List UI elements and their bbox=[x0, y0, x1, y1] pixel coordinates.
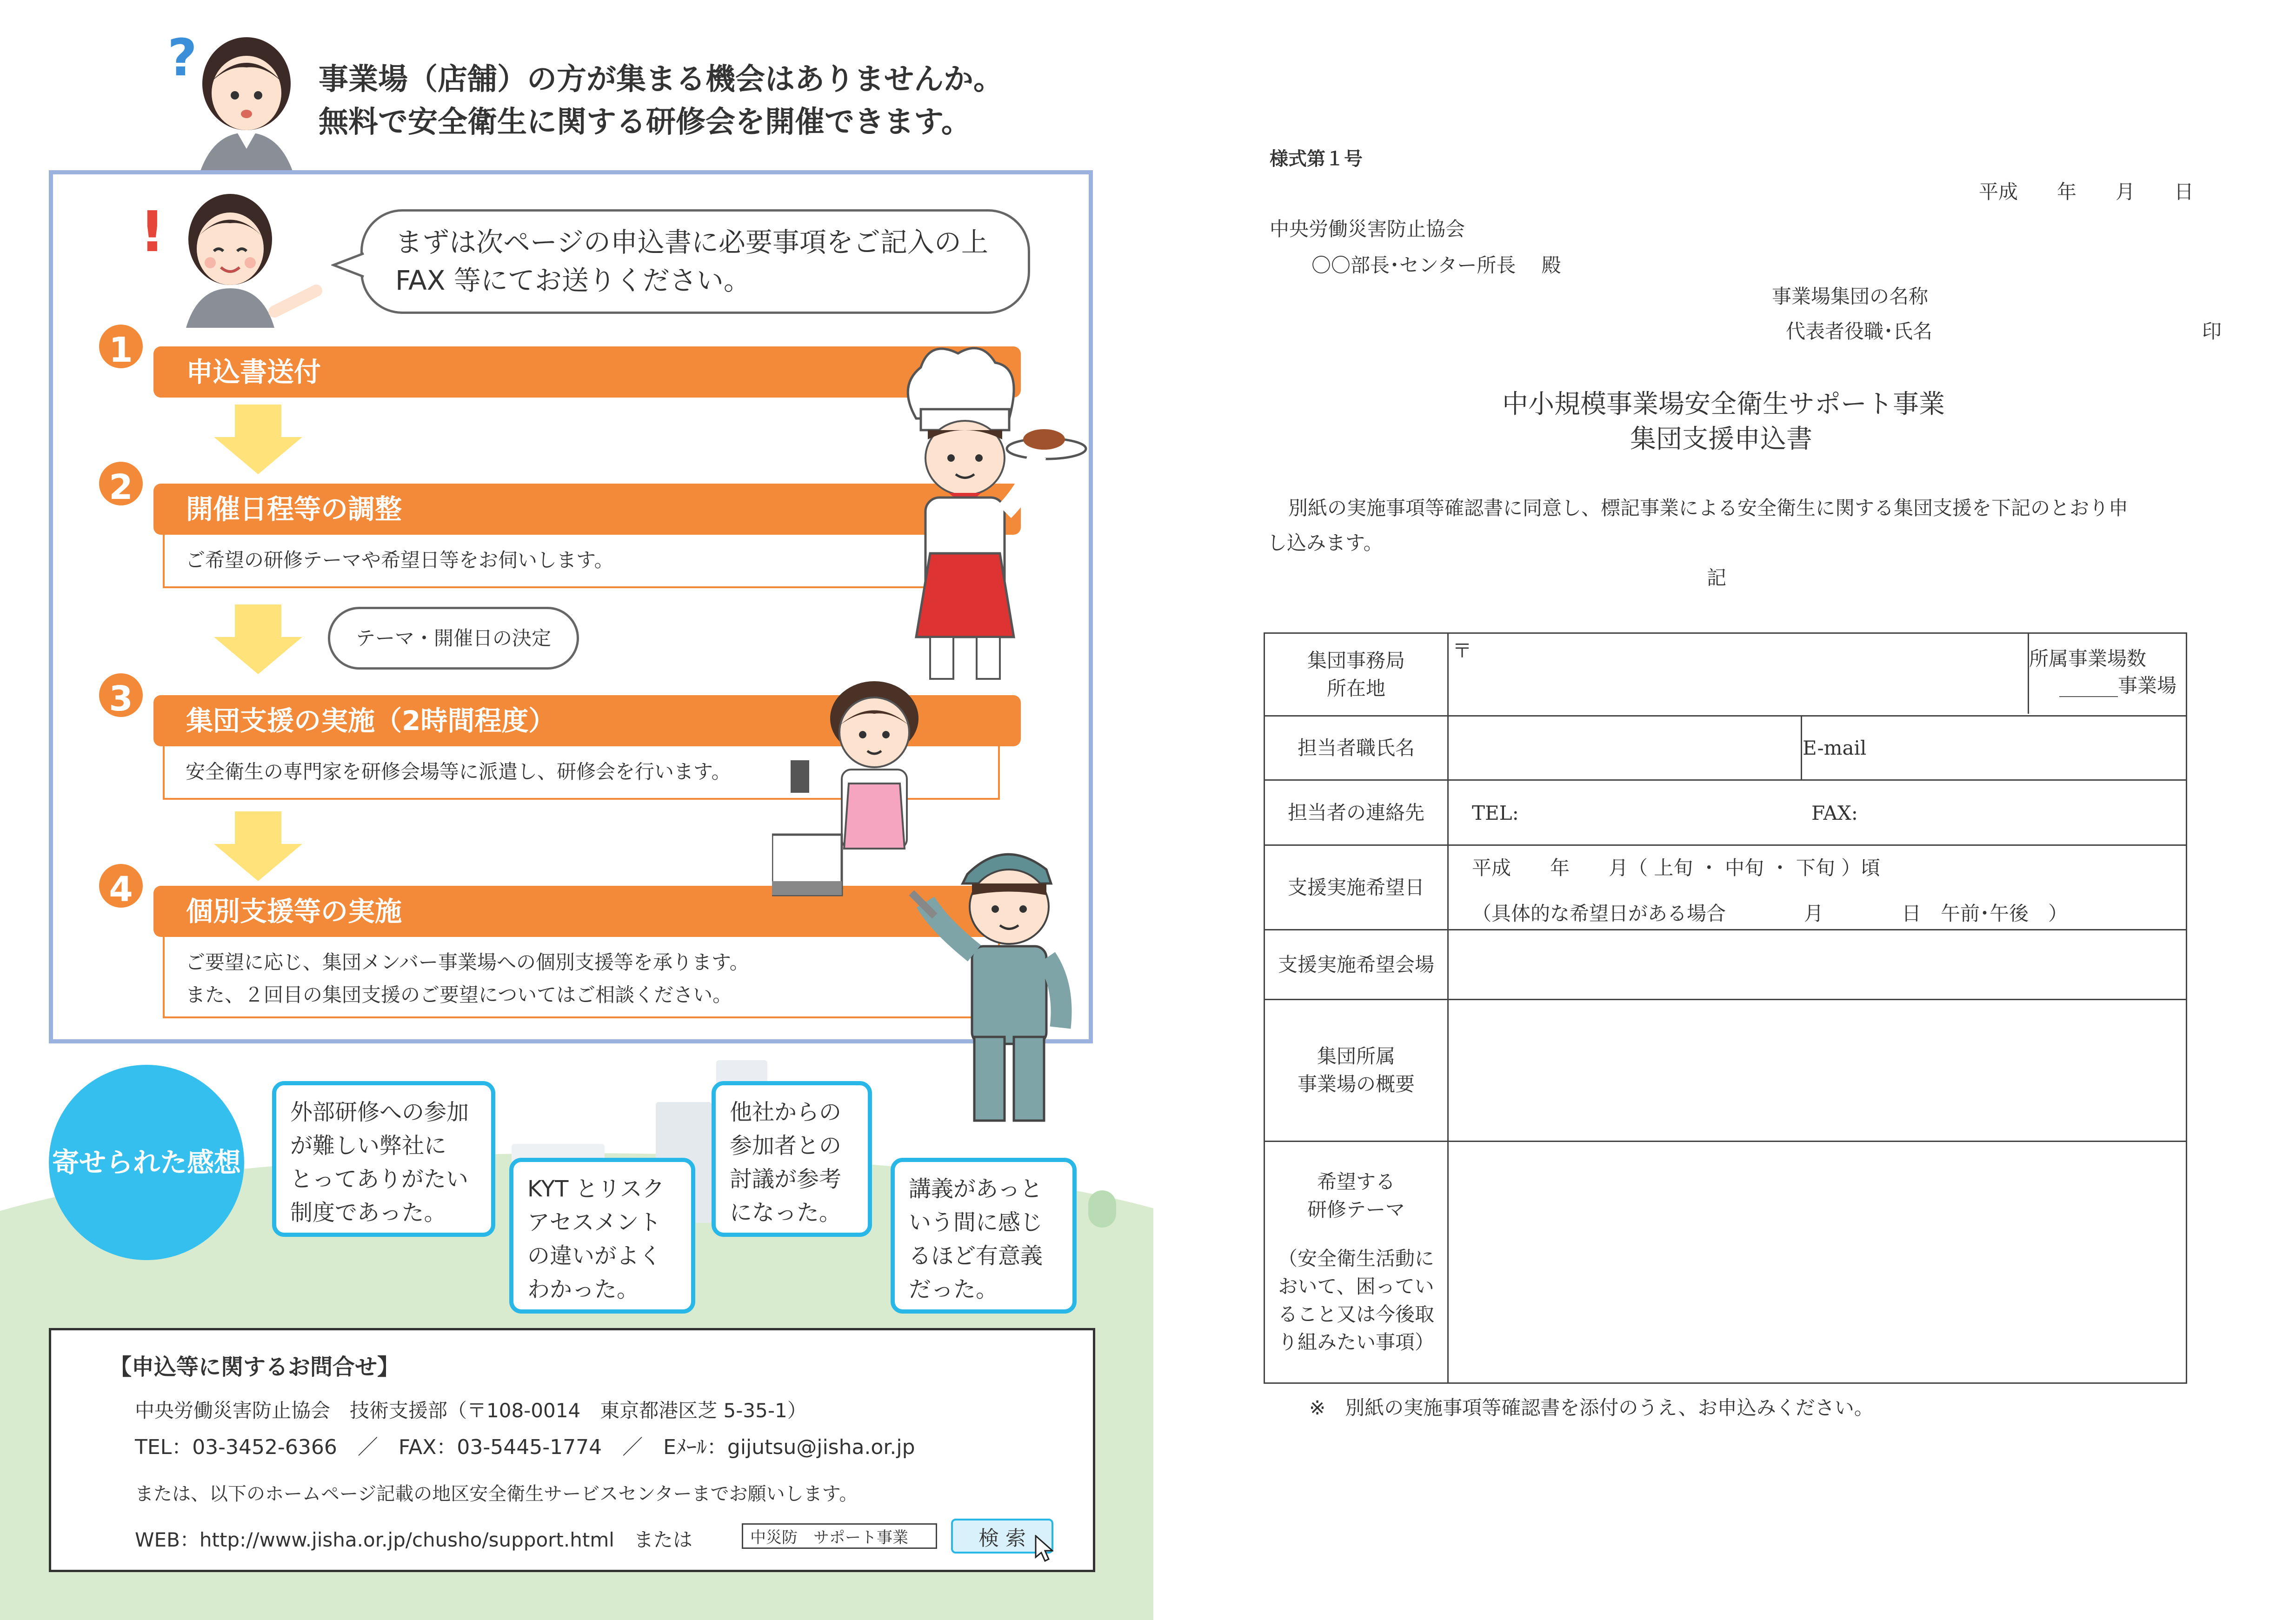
label-line bbox=[1265, 1224, 1447, 1245]
member-count-label: 所属事業場数 bbox=[2029, 647, 2147, 670]
feedback-line: KYT とリスク bbox=[527, 1176, 665, 1202]
ki-mark: 記 bbox=[1707, 566, 1727, 589]
form-number: 様式第１号 bbox=[1270, 148, 1363, 170]
step-2-title: 開催日程等の調整 bbox=[186, 493, 402, 525]
form-body-line: 別紙の実施事項等確認書に同意し、標記事業による安全衛生に関する集団支援を下記のとおり申 bbox=[1288, 497, 2129, 519]
feedback-line: 外部研修への参加 bbox=[290, 1099, 469, 1125]
feedback-line: とってありがたい bbox=[290, 1166, 469, 1192]
form-date: 平成 年 月 日 bbox=[1979, 180, 2194, 203]
form-title: 中小規模事業場安全衛生サポート事業 bbox=[1502, 389, 1945, 419]
member-count-cell[interactable] bbox=[2028, 634, 2186, 714]
contact-tel: TEL：03-3452-6366 ／ FAX：03-5445-1774 ／ Eﾒｰﾙ：gijutsu@jisha.or.jp bbox=[135, 1435, 915, 1459]
member-overview-field[interactable] bbox=[1448, 1000, 2187, 1142]
label-line: （安全衛生活動に bbox=[1278, 1247, 1434, 1270]
fax-label: FAX: bbox=[1811, 802, 1858, 824]
training-theme-label bbox=[1264, 1142, 1448, 1383]
tel-label: TEL: bbox=[1472, 802, 1519, 824]
addressee-org: 中央労働災害防止協会 bbox=[1270, 218, 1465, 240]
preferred-date-field[interactable] bbox=[1448, 845, 2187, 930]
step-2-desc-line: ご希望の研修テーマや希望日等をお伺いします。 bbox=[186, 549, 614, 571]
contact-title: 【申込等に関するお問合せ】 bbox=[109, 1354, 400, 1380]
intro-line: 無料で安全衛生に関する研修会を開催できます。 bbox=[319, 105, 971, 139]
label-line: 集団所属 bbox=[1317, 1045, 1395, 1068]
feedback-card bbox=[272, 1081, 495, 1237]
contact-note: または、以下のホームページ記載の地区安全衛生サービスセンターまでお願いします。 bbox=[135, 1483, 858, 1505]
step-3-title: 集団支援の実施（2時間程度） bbox=[186, 705, 556, 737]
feedback-line: 参加者との bbox=[730, 1133, 842, 1159]
theme-decision-text: テーマ・開催日の決定 bbox=[355, 627, 551, 650]
addressee-person: 〇〇部長･センター所長 殿 bbox=[1311, 254, 1561, 277]
preferred-venue-label: 支援実施希望会場 bbox=[1264, 930, 1448, 1000]
question-mark-icon: ? bbox=[167, 28, 197, 87]
instruction-speech-bubble bbox=[360, 209, 1030, 314]
feedback-card bbox=[509, 1158, 695, 1314]
label-line: 集団事務局 bbox=[1307, 649, 1405, 672]
speech-line: FAX 等にてお送りください。 bbox=[395, 265, 751, 296]
feedback-line: 他社からの bbox=[730, 1099, 842, 1125]
member-count-unit: ______事業場 bbox=[2059, 674, 2176, 697]
label-line: おいて、困ってい bbox=[1278, 1275, 1434, 1298]
feedback-line: 討議が参考 bbox=[730, 1166, 842, 1192]
label-line: 事業場の概要 bbox=[1297, 1073, 1415, 1095]
step-3-desc-line: 安全衛生の専門家を研修会場等に派遣し、研修会を行います。 bbox=[186, 760, 731, 783]
office-location-field[interactable] bbox=[1448, 633, 2187, 716]
label-line: 希望する bbox=[1317, 1170, 1395, 1193]
contact-person-field[interactable] bbox=[1448, 716, 1802, 780]
representative-label: 代表者役職･氏名 bbox=[1786, 320, 1933, 343]
postal-mark: 〒 bbox=[1452, 639, 1472, 662]
email-label: E-mail bbox=[1803, 737, 1867, 759]
step-4-title: 個別支援等の実施 bbox=[186, 896, 402, 927]
search-button[interactable]: 検 索 bbox=[951, 1519, 1053, 1554]
form-footnote: ※ 別紙の実施事項等確認書を添付のうえ、お申込みください。 bbox=[1309, 1396, 1874, 1419]
form-subtitle: 集団支援申込書 bbox=[1630, 424, 1812, 454]
step-4-number: 4 bbox=[95, 860, 146, 911]
email-field[interactable] bbox=[1802, 716, 2187, 780]
feedback-line: いう間に感じ bbox=[909, 1209, 1043, 1235]
intro-text bbox=[319, 58, 1003, 144]
step-1-number: 1 bbox=[95, 321, 146, 372]
feedback-title: 寄せられた感想 bbox=[52, 1147, 241, 1178]
feedback-line: が難しい弊社に bbox=[290, 1133, 447, 1159]
step-3-number: 3 bbox=[95, 670, 146, 721]
office-location-label bbox=[1264, 633, 1448, 716]
step-4-description bbox=[163, 937, 1000, 1018]
seal-mark: 印 bbox=[2202, 320, 2222, 343]
form-body-line: し込みます。 bbox=[1267, 531, 1383, 554]
intro-line: 事業場（店舗）の方が集まる機会はありませんか。 bbox=[319, 62, 1003, 97]
exclamation-icon: ! bbox=[140, 200, 165, 265]
contact-org: 中央労働災害防止協会 技術支援部（〒108-0014 東京都港区芝 5-35-1） bbox=[135, 1399, 807, 1422]
application-table bbox=[1264, 632, 2187, 1384]
training-theme-field[interactable] bbox=[1448, 1142, 2187, 1383]
step-2-number: 2 bbox=[95, 458, 146, 509]
contact-info-field[interactable] bbox=[1448, 780, 2187, 845]
contact-person-label: 担当者職氏名 bbox=[1264, 716, 1448, 780]
step-1-title: 申込書送付 bbox=[186, 356, 321, 388]
contact-box bbox=[49, 1328, 1095, 1572]
speech-bubble-tail bbox=[331, 251, 366, 279]
smiling-woman-illustration bbox=[167, 188, 326, 328]
date-line: （具体的な希望日がある場合 月 日 午前･午後 ） bbox=[1472, 902, 2068, 925]
chef-illustration bbox=[874, 339, 1088, 693]
feedback-line: の違いがよく bbox=[527, 1243, 662, 1269]
worker-illustration bbox=[898, 832, 1084, 1135]
feedback-line: わかった。 bbox=[527, 1276, 639, 1302]
contact-info-label: 担当者の連絡先 bbox=[1264, 780, 1448, 845]
contact-web: WEB：http://www.jisha.or.jp/chusho/support.html または bbox=[135, 1528, 692, 1551]
feedback-card bbox=[891, 1158, 1077, 1314]
step-4-desc-line: ご要望に応じ、集団メンバー事業場への個別支援等を承ります。 bbox=[186, 951, 749, 974]
feedback-circle bbox=[49, 1065, 244, 1260]
cursor-icon bbox=[1035, 1535, 1053, 1563]
member-overview-label bbox=[1264, 1000, 1448, 1142]
tree-illustration bbox=[1088, 1190, 1116, 1228]
label-line: 所在地 bbox=[1326, 677, 1385, 700]
group-name-label: 事業場集団の名称 bbox=[1772, 285, 1929, 308]
date-line: 平成 年 月（ 上旬 ・ 中旬 ・ 下旬 ）頃 bbox=[1472, 856, 1881, 879]
preferred-date-label: 支援実施希望日 bbox=[1264, 845, 1448, 930]
feedback-line: 講義があっと bbox=[909, 1176, 1043, 1202]
preferred-venue-field[interactable] bbox=[1448, 930, 2187, 1000]
feedback-line: アセスメント bbox=[527, 1209, 661, 1235]
feedback-line: になった。 bbox=[730, 1200, 842, 1226]
feedback-line: 制度であった。 bbox=[290, 1200, 446, 1226]
label-line: 研修テーマ bbox=[1307, 1198, 1405, 1221]
label-line: ること又は今後取 bbox=[1278, 1303, 1434, 1326]
confused-woman-illustration bbox=[186, 33, 307, 172]
feedback-line: だった。 bbox=[909, 1276, 998, 1302]
search-input[interactable] bbox=[742, 1523, 937, 1549]
feedback-card bbox=[712, 1081, 872, 1237]
theme-decision-bubble bbox=[328, 607, 579, 670]
speech-line: まずは次ページの申込書に必要事項をご記入の上 bbox=[395, 226, 988, 258]
step-4-desc-line: また、２回目の集団支援のご要望についてはご相談ください。 bbox=[186, 983, 732, 1006]
feedback-line: るほど有意義 bbox=[909, 1243, 1043, 1269]
label-line: り組みたい事項） bbox=[1278, 1331, 1434, 1354]
